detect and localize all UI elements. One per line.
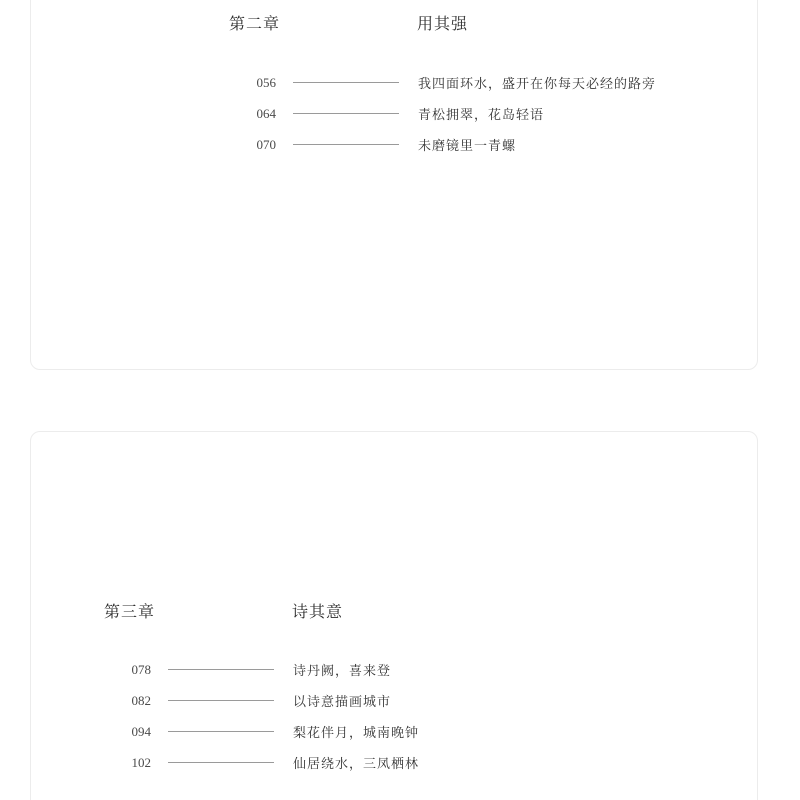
page-number: 082 xyxy=(131,692,151,708)
toc-list xyxy=(236,67,656,160)
entry-title: 诗丹阙，喜来登 xyxy=(293,664,392,679)
leader-line xyxy=(293,144,399,145)
entry-title: 青松拥翠，花岛轻语 xyxy=(418,108,545,123)
page-number: 094 xyxy=(131,723,151,739)
toc-entry[interactable] xyxy=(236,129,656,160)
chapter-label: 第三章 xyxy=(104,602,156,621)
page-number: 056 xyxy=(256,74,276,90)
entry-title: 未磨镜里一青螺 xyxy=(418,139,517,154)
leader-line xyxy=(168,762,274,763)
chapter-label: 第二章 xyxy=(229,14,281,33)
toc-list xyxy=(111,654,419,778)
toc-entry[interactable] xyxy=(236,67,656,98)
page-number: 102 xyxy=(131,754,151,770)
toc-entry[interactable] xyxy=(111,654,419,685)
leader-line xyxy=(293,113,399,114)
entry-title: 仙居绕水，三凤栖林 xyxy=(293,757,420,772)
entry-title: 梨花伴月，城南晚钟 xyxy=(293,726,420,741)
page-number: 078 xyxy=(131,661,151,677)
chapter-title: 用其强 xyxy=(417,14,469,33)
leader-line xyxy=(293,82,399,83)
page-number: 070 xyxy=(256,136,276,152)
chapter-title: 诗其意 xyxy=(292,602,344,621)
toc-entry[interactable] xyxy=(236,98,656,129)
toc-entry[interactable] xyxy=(111,685,419,716)
toc-entry[interactable] xyxy=(111,716,419,747)
entry-title: 我四面环水，盛开在你每天必经的路旁 xyxy=(418,77,657,92)
chapter-card xyxy=(30,0,758,370)
chapter-card xyxy=(30,431,758,800)
entry-title: 以诗意描画城市 xyxy=(293,695,392,710)
leader-line xyxy=(168,700,274,701)
leader-line xyxy=(168,731,274,732)
leader-line xyxy=(168,669,274,670)
page-number: 064 xyxy=(256,105,276,121)
toc-entry[interactable] xyxy=(111,747,419,778)
